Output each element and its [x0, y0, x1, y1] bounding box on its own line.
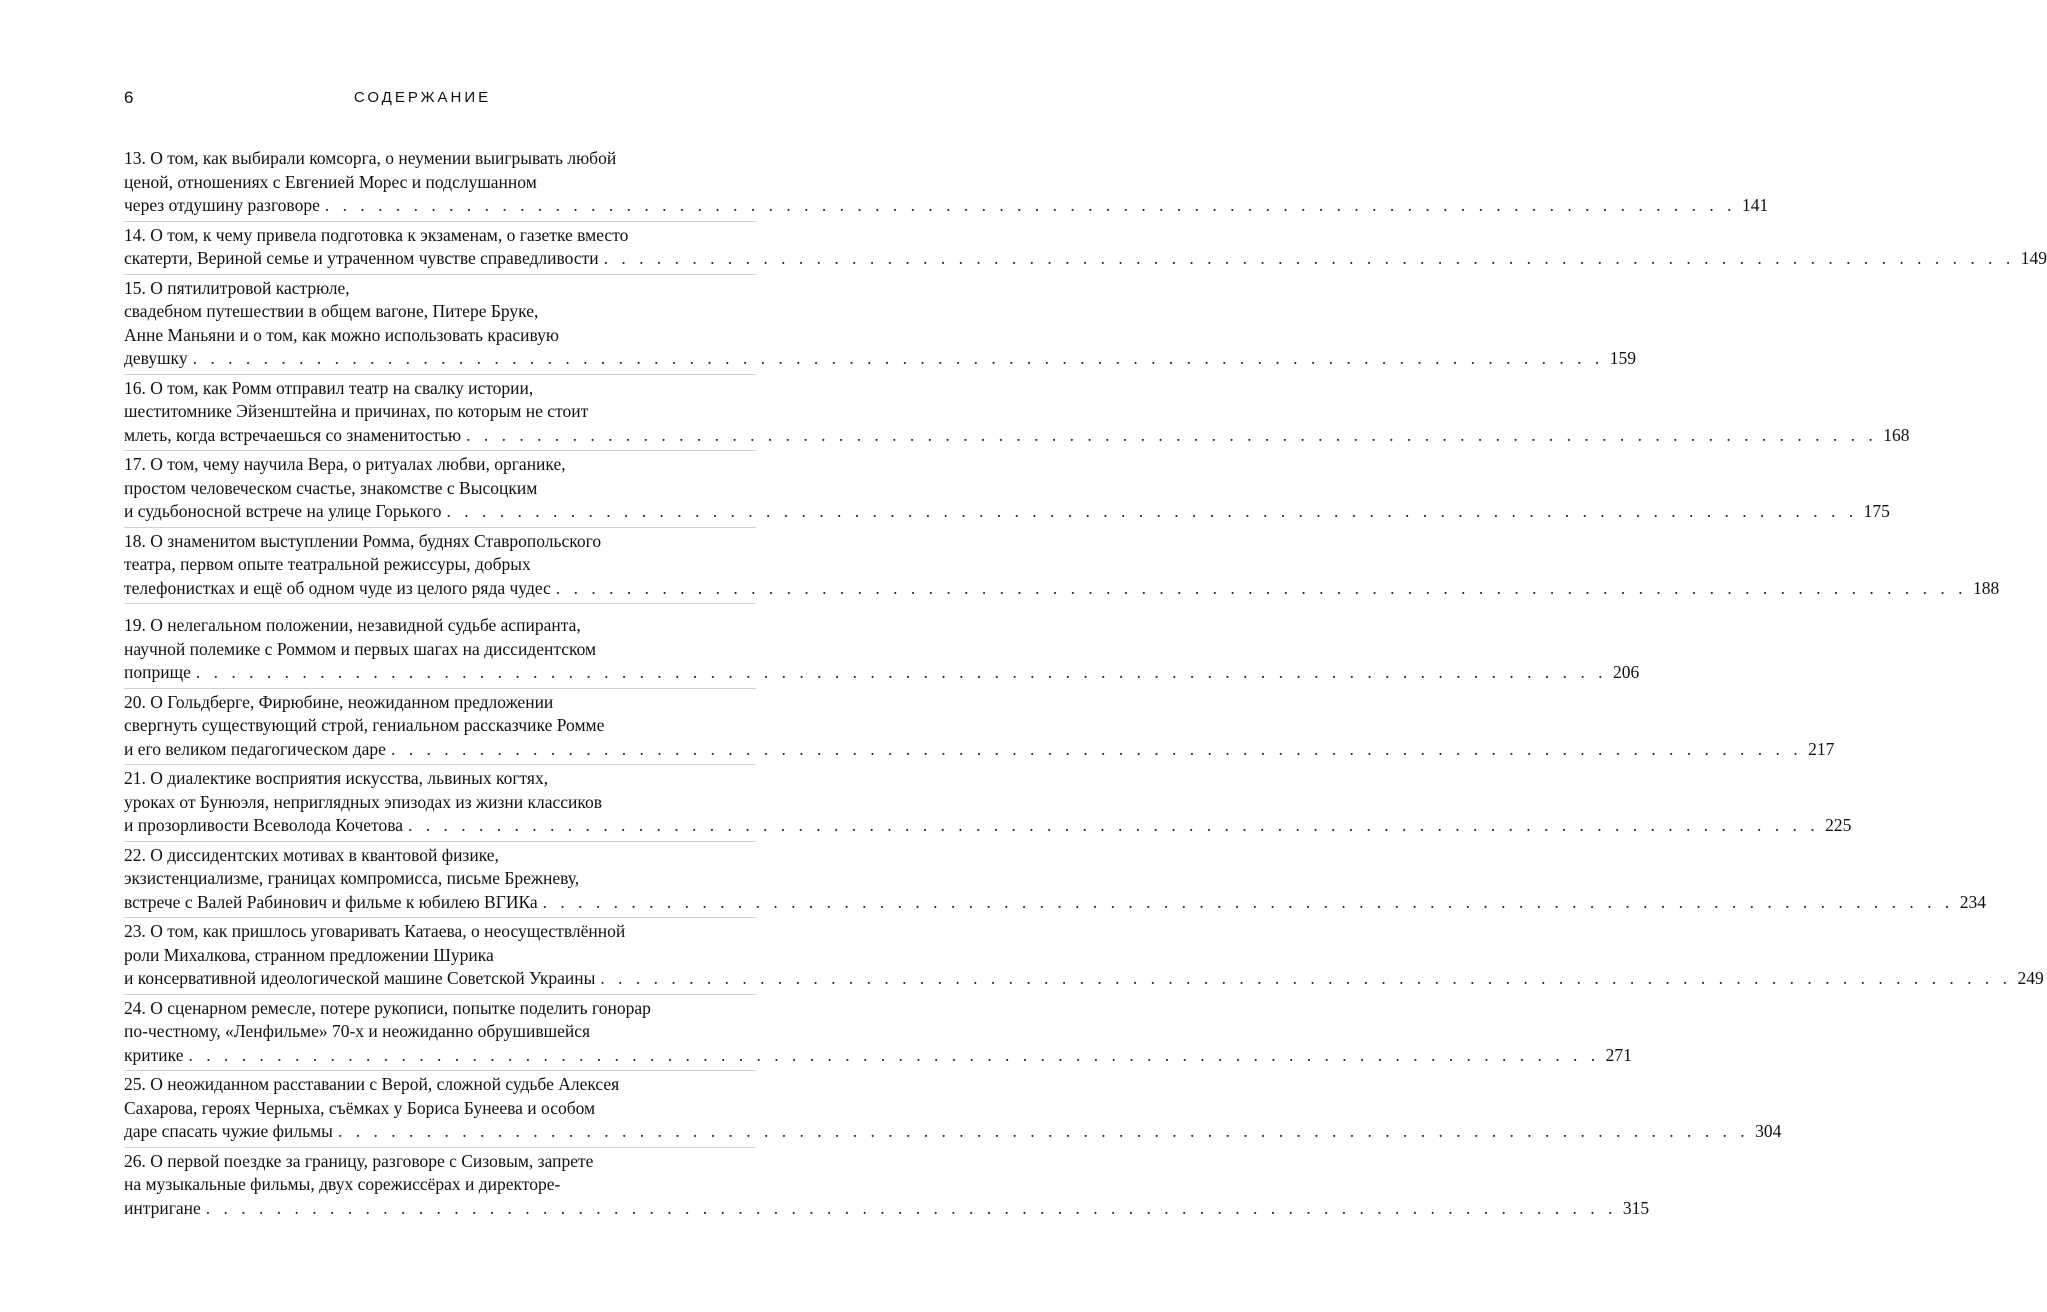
- toc-entry-last-line: [124, 1044, 1632, 1068]
- toc-entry-line: театра, первом опыте театральной режиссуры, добрых: [124, 554, 531, 574]
- toc-entry-line: 22. О диссидентских мотивах в квантовой физике,: [124, 844, 499, 865]
- toc-page-number: 249: [2017, 968, 2044, 988]
- toc-entry-last-line: [124, 347, 1636, 371]
- toc-entry-line: и его великом педагогическом даре: [124, 738, 386, 759]
- toc-entry-line: 23. О том, как пришлось уговаривать Катаева, о неосуществлённой: [124, 921, 626, 941]
- dot-leader: . . . . . . . . . . . . . . . . . . . . . . . . . . . . . . . . . . . . . . . . . . . . . . . . . . . . . . . . . . . . . . . . . . . . . . . . . . . . . . . .: [408, 815, 1820, 835]
- toc-entry-line: уроках от Бунюэля, неприглядных эпизодах из жизни классиков: [124, 791, 603, 812]
- dot-leader: . . . . . . . . . . . . . . . . . . . . . . . . . . . . . . . . . . . . . . . . . . . . . . . . . . . . . . . . . . . . . . . . . . . . . . . . . . . . . . . .: [188, 1044, 1600, 1065]
- toc-entry-line: по-честному, «Ленфильме» 70-х и неожиданно обрушившейся: [124, 1021, 591, 1041]
- toc-entry-line: экзистенциализме, границах компромисса, письме Брежневу,: [124, 868, 580, 888]
- toc-entry: [124, 1148, 1650, 1224]
- toc-entry-line: Сахарова, героях Черныха, съёмках у Бориса Бунеева и особом: [124, 1097, 596, 1118]
- toc-entry-last-line: [124, 1120, 1782, 1144]
- toc-entry-line: и судьбоносной встрече на улице Горького: [124, 501, 442, 521]
- toc-entry: [124, 375, 1910, 452]
- toc-entry-line: роли Михалкова, странном предложении Шурика: [124, 944, 494, 965]
- running-head: СОДЕРЖАНИЕ: [353, 89, 492, 106]
- toc-entry-line: девушку: [124, 348, 188, 368]
- toc-entry-line: Анне Маньяни и о том, как можно использовать красивую: [124, 324, 559, 345]
- toc-entry-line: критике: [124, 1044, 184, 1065]
- toc-entry-line: 17. О том, чему научила Вера, о ритуалах любви, органике,: [124, 454, 566, 474]
- dot-leader: . . . . . . . . . . . . . . . . . . . . . . . . . . . . . . . . . . . . . . . . . . . . . . . . . . . . . . . . . . . . . . . . . . . . . . . . . . . . . . . .: [390, 738, 1803, 759]
- dot-leader: . . . . . . . . . . . . . . . . . . . . . . . . . . . . . . . . . . . . . . . . . . . . . . . . . . . . . . . . . . . . . . . . . . . . . . . . . . . . . . . .: [195, 662, 1607, 682]
- toc-entry-last-line: [124, 247, 2047, 271]
- toc-entry: [124, 918, 2044, 995]
- dot-leader: . . . . . . . . . . . . . . . . . . . . . . . . . . . . . . . . . . . . . . . . . . . . . . . . . . . . . . . . . . . . . . . . . . . . . . . . . . . . . . . .: [337, 1121, 1750, 1141]
- toc-entry-last-line: [124, 577, 2000, 601]
- toc-entry: [124, 222, 2047, 275]
- toc-entry-line: 18. О знаменитом выступлении Ромма, буднях Ставропольского: [124, 530, 602, 551]
- toc-entry-line: и прозорливости Всеволода Кочетова: [124, 815, 404, 835]
- dot-leader: . . . . . . . . . . . . . . . . . . . . . . . . . . . . . . . . . . . . . . . . . . . . . . . . . . . . . . . . . . . . . . . . . . . . . . . . . . . . . . . .: [192, 348, 1604, 368]
- toc-entry-line: 14. О том, к чему привела подготовка к экзаменам, о газетке вместо: [124, 224, 629, 245]
- toc-entry-line: интригане: [124, 1197, 201, 1218]
- toc-page-number: 315: [1622, 1197, 1650, 1218]
- toc-entry: [124, 842, 1987, 919]
- toc-entry-last-line: [124, 891, 1987, 915]
- dot-leader: . . . . . . . . . . . . . . . . . . . . . . . . . . . . . . . . . . . . . . . . . . . . . . . . . . . . . . . . . . . . . . . . . . . . . . . . . . . . . . . .: [446, 501, 1858, 521]
- table-of-contents: [124, 145, 2047, 1223]
- toc-entry-line: 15. О пятилитровой кастрюле,: [124, 277, 350, 298]
- toc-entry-line: 16. О том, как Ромм отправил театр на свалку истории,: [124, 377, 534, 398]
- toc-page-number: 149: [2020, 248, 2047, 268]
- toc-entry: [124, 528, 2000, 605]
- dot-leader: . . . . . . . . . . . . . . . . . . . . . . . . . . . . . . . . . . . . . . . . . . . . . . . . . . . . . . . . . . . . . . . . . . . . . . . . . . . . . . . .: [555, 577, 1967, 598]
- toc-entry-line: 24. О сценарном ремесле, потере рукописи, попытке поделить гонорар: [124, 997, 651, 1018]
- toc-page-number: 206: [1612, 662, 1640, 682]
- toc-entry: [124, 145, 1769, 222]
- toc-page-number: 175: [1863, 501, 1890, 521]
- toc-entry-line: шеститомнике Эйзенштейна и причинах, по которым не стоит: [124, 401, 589, 421]
- toc-entry-last-line: [124, 967, 2044, 991]
- toc-entry-line: 26. О первой поездке за границу, разговоре с Сизовым, запрете: [124, 1150, 594, 1171]
- toc-entry-line: 13. О том, как выбирали комсорга, о неумении выигрывать любой: [124, 148, 617, 168]
- toc-page-number: 168: [1883, 424, 1910, 445]
- toc-page-number: 188: [1972, 577, 2000, 598]
- toc-entry-line: через отдушину разговоре: [124, 195, 320, 215]
- toc-page-number: 234: [1959, 891, 1987, 912]
- toc-page-number: 141: [1741, 195, 1769, 215]
- dot-leader: . . . . . . . . . . . . . . . . . . . . . . . . . . . . . . . . . . . . . . . . . . . . . . . . . . . . . . . . . . . . . . . . . . . . . . . . . . . . . . . .: [603, 248, 2015, 268]
- toc-entry-last-line: [124, 814, 1852, 838]
- toc-entry: [124, 689, 1835, 766]
- toc-entry-line: на музыкальные фильмы, двух сорежиссёрах и директоре-: [124, 1174, 561, 1194]
- toc-page-number: 271: [1605, 1044, 1632, 1065]
- toc-entry-last-line: [124, 500, 1890, 524]
- toc-entry-line: 25. О неожиданном расставании с Верой, сложной судьбе Алексея: [124, 1074, 620, 1094]
- toc-entry-last-line: [124, 424, 1910, 448]
- dot-leader: . . . . . . . . . . . . . . . . . . . . . . . . . . . . . . . . . . . . . . . . . . . . . . . . . . . . . . . . . . . . . . . . . . . . . . . . . . . . . . . .: [205, 1197, 1617, 1218]
- toc-entry-line: и консервативной идеологической машине Советской Украины: [124, 968, 596, 988]
- page-number: 6: [124, 88, 134, 107]
- toc-entry-line: научной полемике с Роммом и первых шагах на диссидентском: [124, 638, 597, 659]
- dot-leader: . . . . . . . . . . . . . . . . . . . . . . . . . . . . . . . . . . . . . . . . . . . . . . . . . . . . . . . . . . . . . . . . . . . . . . . . . . . . . . . .: [600, 968, 2012, 988]
- toc-entry: [124, 1071, 1782, 1148]
- dot-leader: . . . . . . . . . . . . . . . . . . . . . . . . . . . . . . . . . . . . . . . . . . . . . . . . . . . . . . . . . . . . . . . . . . . . . . . . . . . . . . . .: [324, 195, 1736, 215]
- toc-entry: [124, 612, 1640, 689]
- dot-leader: . . . . . . . . . . . . . . . . . . . . . . . . . . . . . . . . . . . . . . . . . . . . . . . . . . . . . . . . . . . . . . . . . . . . . . . . . . . . . . . .: [542, 891, 1954, 912]
- toc-page-number: 225: [1825, 815, 1852, 835]
- toc-entry-line: 19. О нелегальном положении, незавидной судьбе аспиранта,: [124, 615, 581, 635]
- toc-entry-line: 21. О диалектике восприятия искусства, львиных когтях,: [124, 768, 549, 788]
- toc-entry-last-line: [124, 1197, 1650, 1221]
- toc-entry: [124, 765, 1852, 842]
- toc-page-number: 159: [1609, 348, 1636, 368]
- toc-entry: [124, 451, 1890, 528]
- toc-entry-line: млеть, когда встречаешься со знаменитостью: [124, 424, 462, 445]
- toc-entry-line: поприще: [124, 662, 191, 682]
- toc-entry-line: свадебном путешествии в общем вагоне, Питере Бруке,: [124, 301, 539, 321]
- toc-entry-line: 20. О Гольдберге, Фирюбине, неожиданном предложении: [124, 691, 554, 712]
- toc-page-number: 217: [1808, 738, 1835, 759]
- toc-entry-line: даре спасать чужие фильмы: [124, 1121, 333, 1141]
- toc-entry-line: встрече с Валей Рабинович и фильме к юбилею ВГИКа: [124, 891, 538, 912]
- toc-entry-line: скатерти, Вериной семье и утраченном чувстве справедливости: [124, 248, 599, 268]
- toc-entry-line: простом человеческом счастье, знакомстве с Высоцким: [124, 477, 538, 498]
- toc-entry-last-line: [124, 661, 1640, 685]
- toc-entry-last-line: [124, 738, 1835, 762]
- toc-entry-line: свергнуть существующий строй, гениальном рассказчике Ромме: [124, 715, 605, 735]
- toc-entry: [124, 995, 1632, 1072]
- toc-entry: [124, 275, 1636, 375]
- dot-leader: . . . . . . . . . . . . . . . . . . . . . . . . . . . . . . . . . . . . . . . . . . . . . . . . . . . . . . . . . . . . . . . . . . . . . . . . . . . . . . . .: [466, 424, 1878, 445]
- toc-entry-line: телефонистках и ещё об одном чуде из целого ряда чудес: [124, 577, 551, 598]
- toc-page-number: 304: [1755, 1121, 1782, 1141]
- toc-entry-line: ценой, отношениях с Евгенией Морес и подслушанном: [124, 171, 537, 192]
- toc-entry-last-line: [124, 194, 1769, 218]
